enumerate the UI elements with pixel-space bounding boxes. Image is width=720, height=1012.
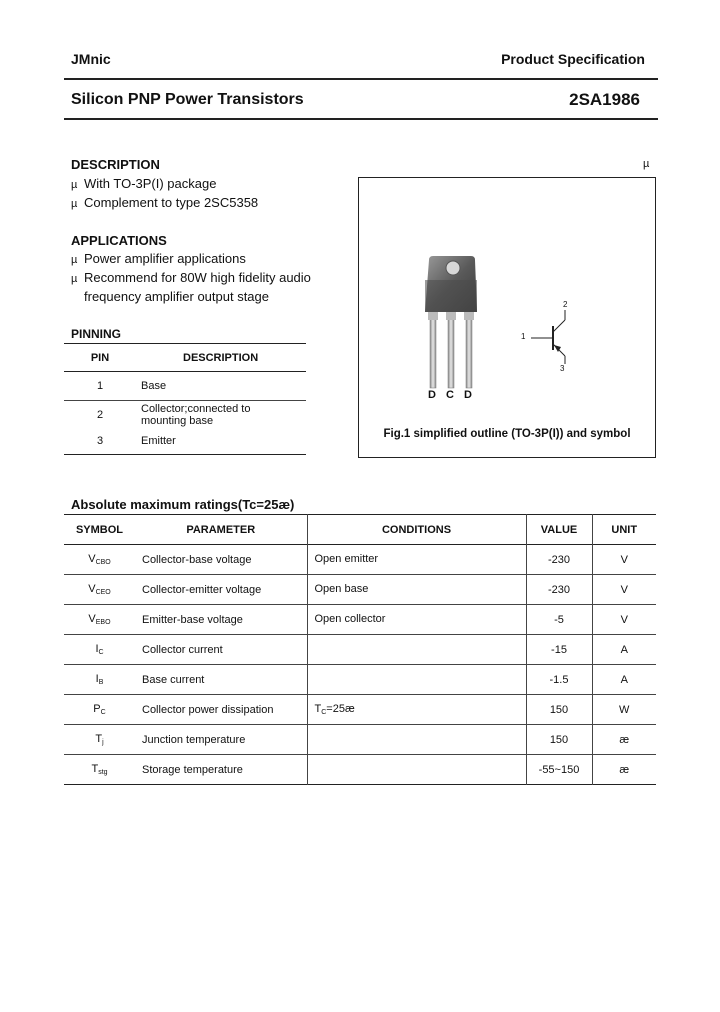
part-number: 2SA1986 [569,90,640,109]
condition-subscript: C [321,709,327,716]
rating-value: -15 [526,635,592,665]
application-item-continued: frequency amplifier output stage [84,289,269,304]
ratings-row [64,545,656,575]
pin-number: 2 [96,408,104,421]
rating-condition [307,755,526,785]
lead-label: C [446,389,454,401]
symbol-subscript: stg [98,769,108,776]
pinning-row [64,429,306,455]
value-column-header: VALUE [526,515,592,545]
rating-parameter: Junction temperature [142,733,246,746]
rating-unit: V [592,545,656,575]
ratings-header-row [64,515,656,545]
rating-condition [307,545,526,575]
symbol-subscript: j [102,739,104,746]
rating-symbol [64,605,135,635]
rating-value: -5 [526,605,592,635]
rating-symbol [64,545,135,575]
pinning-header-row [64,344,306,372]
symbol-letter: V [88,583,96,595]
pin-description-line2: mounting base [141,414,214,427]
symbol-letter: T [91,763,99,775]
description-heading: DESCRIPTION [71,157,160,172]
rating-unit: æ [592,725,656,755]
ratings-row [64,635,656,665]
rating-parameter: Base current [142,673,205,686]
rating-symbol [64,725,135,755]
pin-column-header: PIN [90,351,110,364]
description-item [71,193,258,214]
document-title: Silicon PNP Power Transistors [71,91,304,108]
symbol-subscript: CBO [95,559,111,566]
pin-description [136,401,306,429]
rating-value: -55~150 [526,755,592,785]
rating-parameter: Collector-base voltage [142,553,252,566]
transistor-outline-icon [359,178,655,418]
spec-label: Product Specification [501,51,645,67]
conditions-column-header: CONDITIONS [307,515,526,545]
symbol-pin-label: 3 [560,364,565,373]
ratings-row [64,755,656,785]
unit-column-header: UNIT [592,515,656,545]
condition-text: T [314,703,322,715]
application-text: Recommend for 80W high fidelity audio [84,270,311,285]
rating-parameter: Collector current [142,643,223,656]
symbol-pin-label: 1 [521,332,526,341]
symbol-column-header: SYMBOL [75,523,124,536]
symbol-subscript: C [100,709,106,716]
rating-symbol [64,695,135,725]
bullet-icon: µ [71,198,78,210]
rating-symbol [64,575,135,605]
ratings-body [64,545,656,785]
ratings-row [64,725,656,755]
rating-symbol [64,665,135,695]
symbol-subscript: C [98,649,104,656]
title-rule [64,118,658,120]
application-item [71,249,246,270]
description-text: With TO-3P(I) package [84,176,217,191]
rating-parameter: Storage temperature [142,763,243,776]
ratings-row [64,695,656,725]
rating-symbol [64,755,135,785]
rating-condition [307,635,526,665]
ratings-row [64,665,656,695]
header-rule [64,78,658,80]
pin-description-line1: Collector;connected to [141,402,251,415]
rating-symbol [64,635,135,665]
bullet-icon: µ [71,273,78,285]
pinning-row [64,401,306,429]
rating-parameter: Emitter-base voltage [142,613,243,626]
pinning-heading: PINNING [71,327,122,341]
rating-unit: æ [592,755,656,785]
applications-heading: APPLICATIONS [71,233,167,248]
symbol-subscript: CEO [95,589,111,596]
symbol-letter: I [95,643,99,655]
rating-value: -1.5 [526,665,592,695]
pin-description: Emitter [141,435,176,448]
symbol-letter: I [95,673,99,685]
pin-description-column-header: DESCRIPTION [183,351,259,364]
symbol-subscript: EBO [95,619,111,626]
rating-unit: V [592,605,656,635]
application-text: Power amplifier applications [84,251,246,266]
rating-parameter: Collector power dissipation [142,703,274,716]
lead-label: D [464,389,472,401]
symbol-subscript: B [98,679,104,686]
ratings-table [64,514,656,785]
rating-condition [307,695,526,725]
parameter-column-header: PARAMETER [186,523,256,536]
ratings-heading: Absolute maximum ratings(Tc=25æ) [71,497,295,512]
rating-condition [307,575,526,605]
pin-number: 1 [96,380,104,392]
rating-value: -230 [526,575,592,605]
rating-unit: A [592,635,656,665]
condition-text: Open base [314,583,369,595]
rating-condition [307,605,526,635]
condition-rest: =25æ [326,703,355,715]
rating-condition [307,725,526,755]
rating-unit: V [592,575,656,605]
rating-unit: A [592,665,656,695]
pin-description: Base [141,380,167,392]
symbol-pin-label: 2 [563,300,568,309]
symbol-letter: V [88,613,96,625]
company-name: JMnic [71,51,111,67]
symbol-letter: T [95,733,103,745]
rating-condition [307,665,526,695]
symbol-letter: P [93,703,101,715]
figure-caption: Fig.1 simplified outline (TO-3P(I)) and symbol [383,428,631,440]
description-item [71,174,216,195]
condition-text: Open emitter [314,553,379,565]
stray-mark: µ [643,158,650,170]
lead-label: D [428,389,436,401]
ratings-row [64,575,656,605]
figure-box [358,177,656,458]
condition-text: Open collector [314,613,386,625]
rating-unit: W [592,695,656,725]
application-item [71,268,311,289]
bullet-icon: µ [71,179,78,191]
ratings-row [64,605,656,635]
pin-number: 3 [96,435,104,448]
rating-parameter: Collector-emitter voltage [142,583,262,596]
symbol-letter: V [88,553,96,565]
pinning-table [64,343,306,455]
pinning-row [64,372,306,401]
description-text: Complement to type 2SC5358 [84,195,259,210]
rating-value: -230 [526,545,592,575]
rating-value: 150 [526,695,592,725]
rating-value: 150 [526,725,592,755]
bullet-icon: µ [71,254,78,266]
